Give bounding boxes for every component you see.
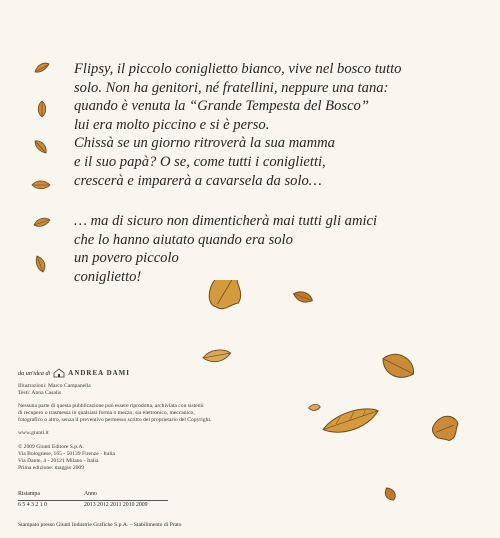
house-icon <box>53 368 65 378</box>
maple-leaf-icon <box>431 414 459 442</box>
story-line: un povero piccolo <box>74 250 179 267</box>
leaf-icon <box>292 289 314 305</box>
publisher-line: Prima edizione: maggio 2009 <box>18 464 85 471</box>
colophon <box>18 383 298 472</box>
story-line: solo. Non ha genitori, né fratellini, neppure una tana: <box>74 79 389 96</box>
printer-line: Stampato presso Giunti Industrie Grafiche S.p.A. – Stabilimento di Prato <box>18 522 182 528</box>
story-paragraph-1 <box>74 60 484 190</box>
ristampa-label: Ristampa <box>18 491 40 497</box>
divider <box>18 500 168 501</box>
story-text <box>74 60 484 287</box>
ristampa-values: 6 5 4 3 2 1 0 <box>18 501 47 508</box>
publisher-line: © 2009 Giunti Editore S.p.A. <box>18 443 84 450</box>
website: www.giunti.it <box>18 430 49 437</box>
leaf-icon <box>32 138 50 156</box>
rights-line: di recupero o trasmessa in qualsiasi forma o mezzo, sia elettronico, meccanico, <box>18 410 195 417</box>
publisher-line: Via Bolognese, 165 - 50139 Firenze - Italia <box>18 450 115 457</box>
idea-brand: ANDREA DAMI <box>68 369 131 377</box>
rights-line: fotografico o altro, senza il preventivo permesso scritto del proprietario del Copyright. <box>18 417 212 424</box>
rights-line: Nessuna parte di questa pubblicazione può essere riprodotta, archiviata con sistemi <box>18 403 204 410</box>
idea-prefix: da un'idea di <box>18 369 51 377</box>
story-line: quando è venuta la “Grande Tempesta del Bosco” <box>74 98 369 115</box>
story-line: crescerà e imparerà a cavarsela da solo… <box>74 172 322 189</box>
story-line: lui era molto piccino e si è perso. <box>74 116 270 133</box>
leaf-icon <box>308 404 320 411</box>
leaf-icon <box>35 99 49 119</box>
story-line: coniglietto! <box>74 268 142 285</box>
anno-values: 2013 2012 2011 2010 2009 <box>84 501 148 508</box>
story-line: che lo hanno aiutato quando era solo <box>74 231 293 248</box>
idea-credit <box>18 368 130 378</box>
leaf-icon <box>33 254 49 274</box>
print-run-table <box>18 491 218 509</box>
leaf-icon <box>378 348 418 384</box>
publisher-line: Via Dante, 4 - 20121 Milano - Italia <box>18 457 99 464</box>
leaf-icon <box>33 60 51 76</box>
maple-leaf-icon <box>203 280 246 312</box>
leaf-icon <box>202 348 232 364</box>
text-credit: Testi: Anna Casalis <box>18 390 62 397</box>
leaf-icon <box>320 405 381 438</box>
leaf-icon <box>30 178 52 192</box>
story-line: Chissà se un giorno ritroverà la sua mamma <box>74 135 335 152</box>
story-line: … ma di sicuro non dimenticherà mai tutti gli amici <box>74 213 378 230</box>
illustrations-credit: Illustrazioni: Marco Campanella <box>18 383 91 389</box>
leaf-icon <box>383 486 398 503</box>
story-paragraph-2 <box>74 212 484 286</box>
story-line: e il suo papà? O se, come tutti i coniglietti, <box>74 153 326 170</box>
anno-label: Anno <box>84 491 97 497</box>
story-line: Flipsy, il piccolo coniglietto bianco, vive nel bosco tutto <box>74 61 402 77</box>
leaf-icon <box>32 215 52 229</box>
